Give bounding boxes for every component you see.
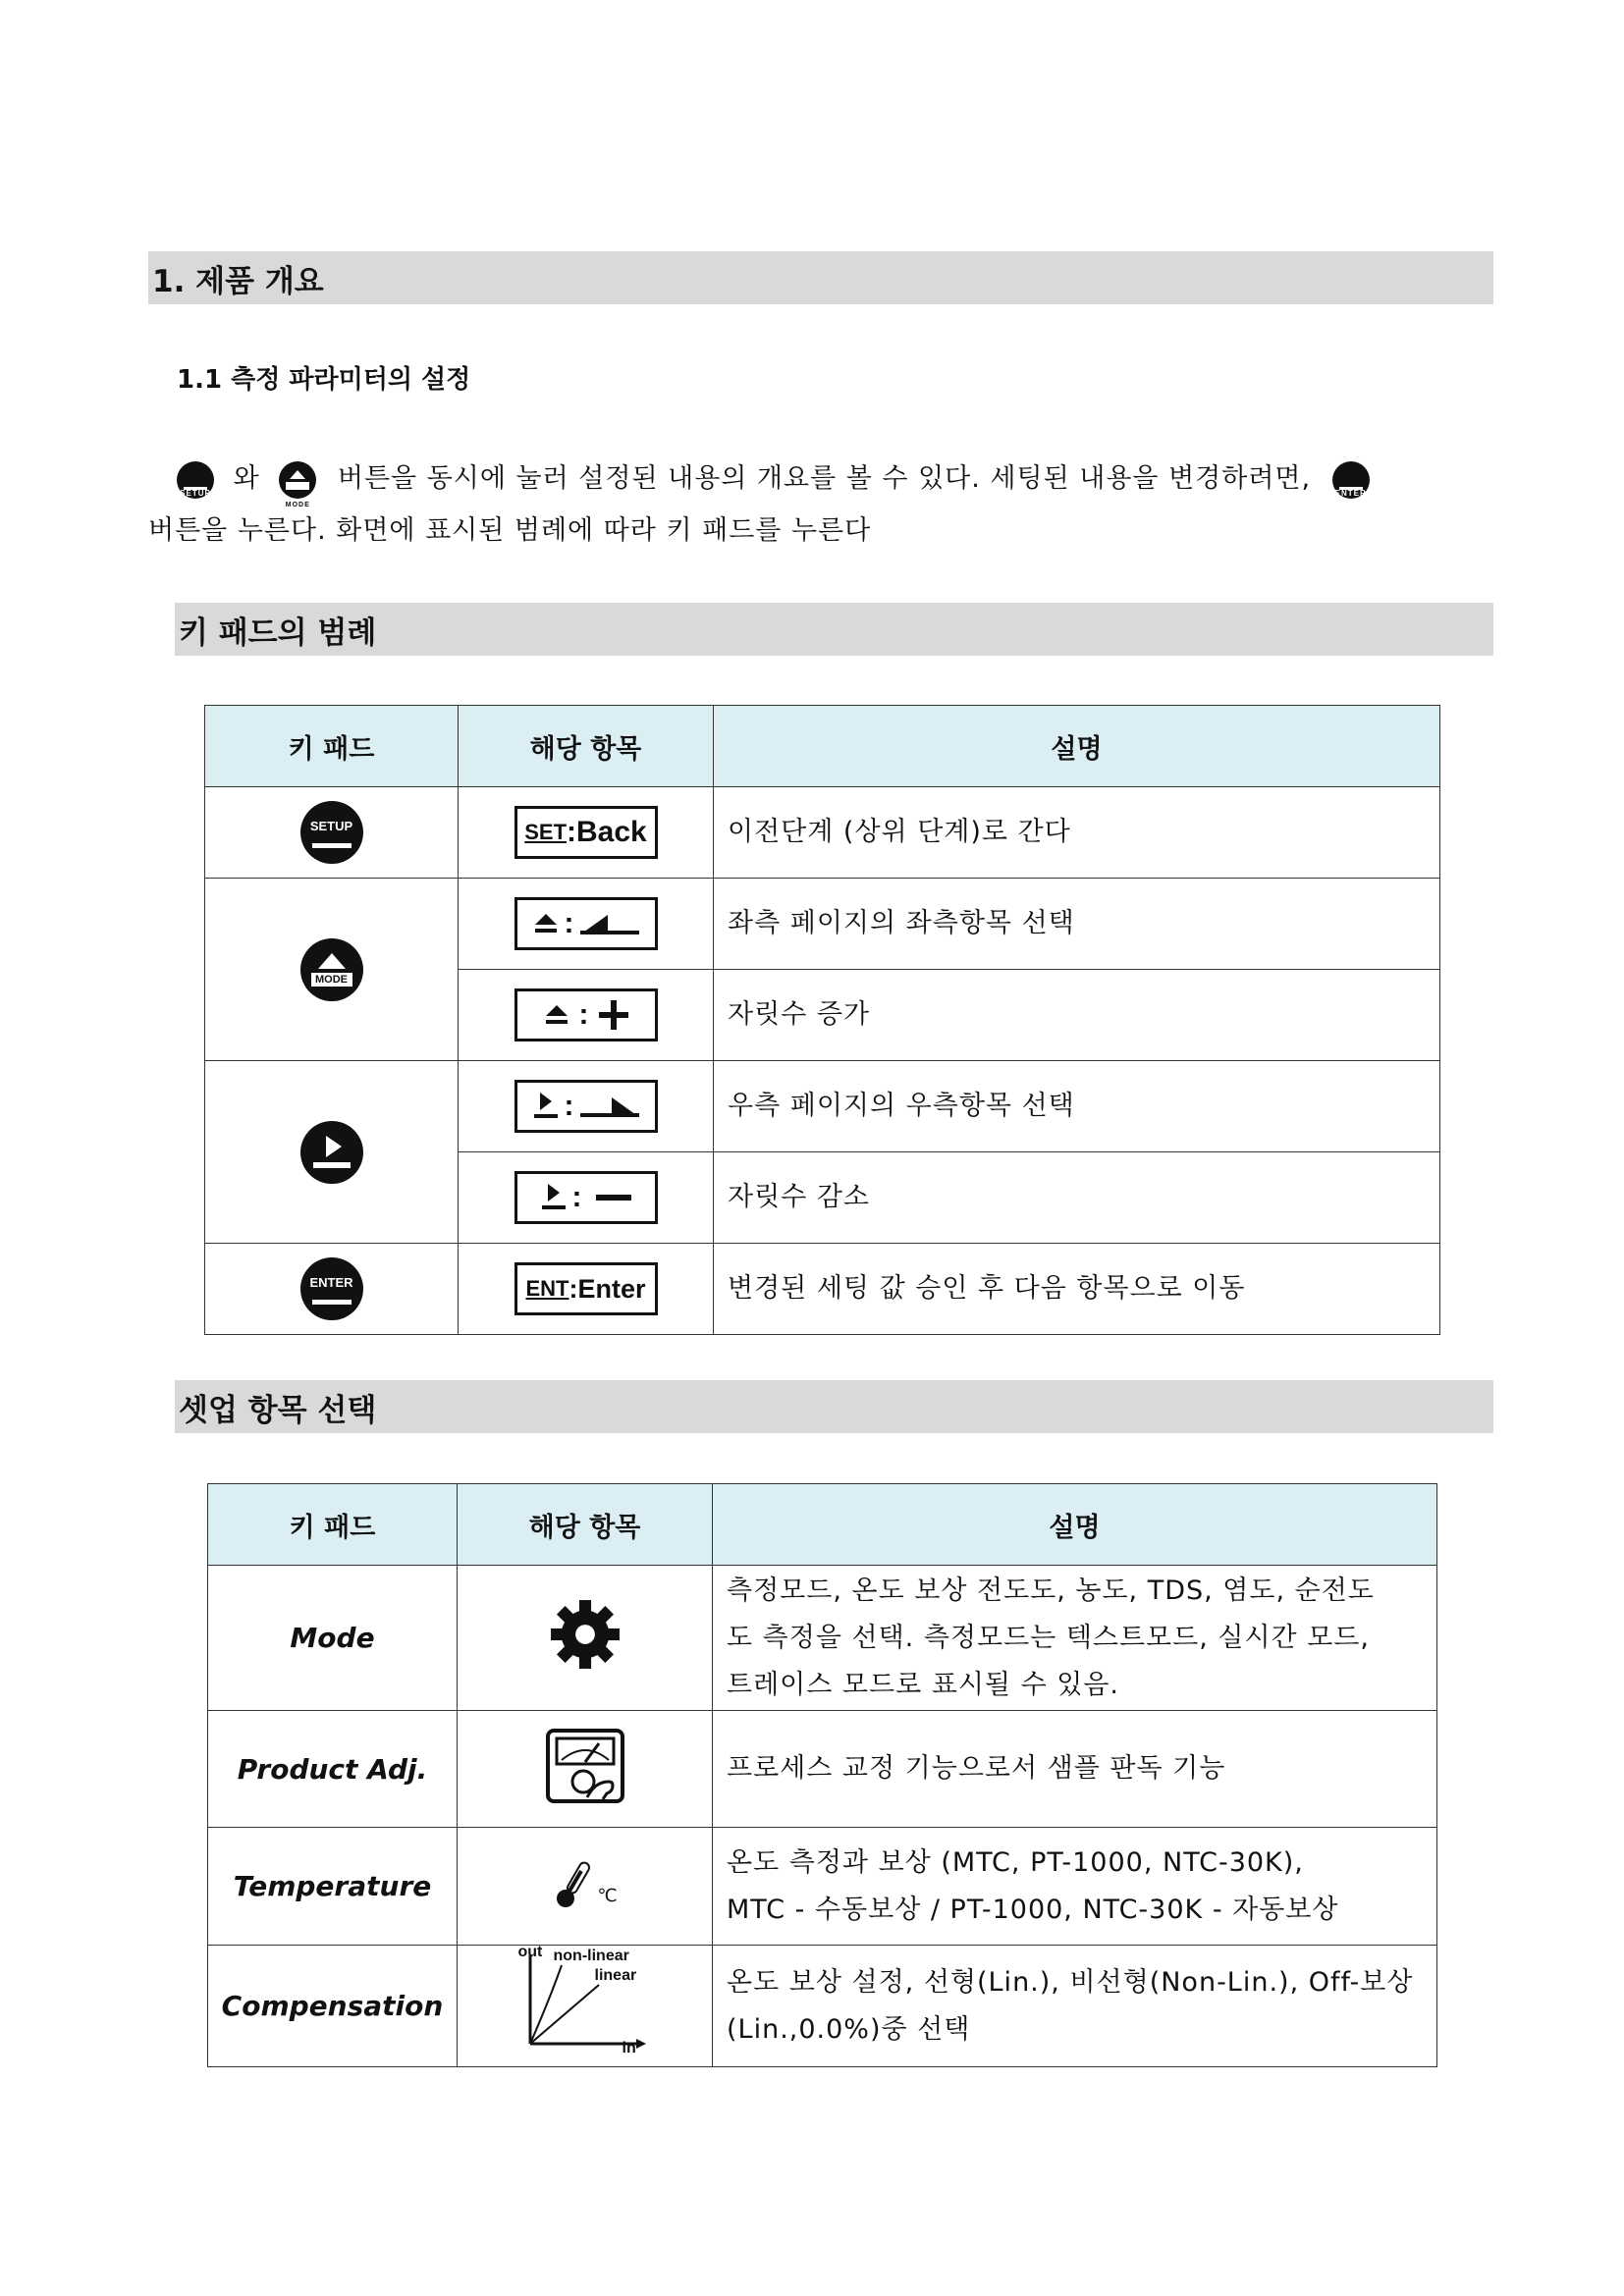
ent-enter-key-icon	[514, 1262, 658, 1315]
compensation-label: Compensation	[208, 1946, 458, 2067]
mode-label: Mode	[208, 1566, 458, 1711]
header-keypad: 키 패드	[208, 1484, 458, 1566]
table-row	[205, 879, 1440, 970]
graph-nonlinear-label: non-linear	[553, 1948, 629, 1964]
table-row	[208, 1828, 1437, 1946]
set-back-key-icon	[514, 806, 658, 859]
item-cell	[459, 970, 714, 1061]
enter-button-icon: ENTER	[300, 1257, 363, 1320]
section-header	[148, 251, 1493, 304]
plus-icon	[597, 998, 630, 1032]
desc-line: 측정모드, 온도 보상 전도도, 농도, TDS, 염도, 순전도	[727, 1575, 1375, 1606]
setup-title: 셋업 항목 선택	[179, 1392, 377, 1428]
mode-button-icon: MODE	[279, 461, 316, 499]
colon-label: :	[578, 998, 589, 1031]
intro-line-1	[177, 455, 1463, 508]
item-cell	[459, 1152, 714, 1244]
desc-line: MTC - 수동보상 / PT-1000, NTC-30K - 자동보상	[727, 1894, 1339, 1925]
graph-in-label: in	[622, 2040, 636, 2056]
item-cell	[459, 787, 714, 879]
minus-icon	[594, 1183, 633, 1212]
colon-label: :	[564, 1090, 574, 1122]
setup-button-icon: SETUP	[300, 801, 363, 864]
intro-wa: 와	[233, 463, 260, 494]
item-cell	[458, 1828, 713, 1946]
header-item: 해당 항목	[459, 706, 714, 787]
keypad-cell	[205, 1244, 459, 1335]
header-description: 설명	[713, 1484, 1437, 1566]
table-row	[205, 1061, 1440, 1152]
celsius-label: ℃	[597, 1886, 618, 1906]
product-adj-label: Product Adj.	[208, 1711, 458, 1828]
set-label: SET	[524, 820, 568, 844]
setup-table	[207, 1483, 1437, 2067]
table-header-row	[208, 1484, 1437, 1566]
table-row	[205, 787, 1440, 879]
table-row	[205, 1244, 1440, 1335]
description-cell: 이전단계 (상위 단계)로 간다	[714, 787, 1440, 879]
desc-line: 온도 보상 설정, 선형(Lin.), 비선형(Non-Lin.), Off-보상	[727, 1966, 1414, 1998]
table-row	[208, 1946, 1437, 2067]
description-cell: 변경된 세팅 값 승인 후 다음 항목으로 이동	[714, 1244, 1440, 1335]
item-cell	[459, 1244, 714, 1335]
description-cell: 우측 페이지의 우측항목 선택	[714, 1061, 1440, 1152]
description-cell	[713, 1566, 1437, 1711]
temperature-label: Temperature	[208, 1828, 458, 1946]
description-cell: 좌측 페이지의 좌측항목 선택	[714, 879, 1440, 970]
mode-left-key-icon	[514, 897, 658, 950]
table-header-row	[205, 706, 1440, 787]
item-cell	[459, 879, 714, 970]
description-cell: 자릿수 증가	[714, 970, 1440, 1061]
keypad-cell	[205, 1061, 459, 1244]
gear-icon	[548, 1597, 623, 1672]
setup-button-icon: SETUP	[177, 461, 214, 499]
right-button-icon	[300, 1121, 363, 1184]
description-cell	[713, 1828, 1437, 1946]
desc-line: (Lin.,0.0%)중 선택	[727, 2013, 971, 2045]
keypad-cell	[205, 787, 459, 879]
item-cell	[459, 1061, 714, 1152]
legend-header	[175, 603, 1493, 656]
description-cell	[713, 1946, 1437, 2067]
section-title: 1. 제품 개요	[152, 263, 324, 299]
right-select-key-icon	[514, 1080, 658, 1133]
colon-label: :	[571, 1181, 582, 1213]
left-select-icon	[578, 909, 641, 938]
description-cell: 프로세스 교정 기능으로서 샘플 판독 기능	[713, 1711, 1437, 1828]
intro-text-1: 버튼을 동시에 눌러 설정된 내용의 개요를 볼 수 있다. 세팅된 내용을 변경하려면,	[337, 463, 1312, 494]
meter-hand-icon	[544, 1727, 626, 1805]
header-description: 설명	[714, 706, 1440, 787]
header-keypad: 키 패드	[205, 706, 459, 787]
mode-button-icon: MODE	[300, 938, 363, 1001]
legend-title: 키 패드의 범례	[179, 614, 377, 651]
colon-label: :	[564, 907, 574, 939]
right-minus-key-icon	[514, 1171, 658, 1224]
intro-line-2: 버튼을 누른다. 화면에 표시된 범례에 따라 키 패드를 누른다	[148, 515, 872, 546]
back-label: :Back	[567, 816, 647, 848]
desc-line: 트레이스 모드로 표시될 수 있음.	[727, 1669, 1119, 1700]
keypad-cell	[205, 879, 459, 1061]
thermometer-icon	[552, 1855, 617, 1910]
graph-out-label: out	[517, 1944, 543, 1960]
item-cell	[458, 1946, 713, 2067]
setup-header	[175, 1380, 1493, 1433]
legend-table	[204, 705, 1440, 1335]
graph-linear-label: linear	[594, 1967, 637, 1984]
description-cell: 자릿수 감소	[714, 1152, 1440, 1244]
compensation-graph-icon	[516, 1944, 654, 2056]
enter-button-icon: ENTER	[1332, 461, 1370, 499]
item-cell	[458, 1711, 713, 1828]
header-item: 해당 항목	[458, 1484, 713, 1566]
enter-label: :Enter	[568, 1273, 646, 1304]
table-row	[208, 1711, 1437, 1828]
desc-line: 온도 측정과 보상 (MTC, PT-1000, NTC-30K),	[727, 1846, 1304, 1878]
desc-line: 도 측정을 선택. 측정모드는 텍스트모드, 실시간 모드,	[727, 1622, 1370, 1653]
ent-label: ENT	[525, 1276, 569, 1301]
item-cell	[458, 1566, 713, 1711]
right-select-icon	[578, 1092, 641, 1121]
subsection-title: 1.1 측정 파라미터의 설정	[177, 365, 471, 395]
mode-plus-key-icon	[514, 988, 658, 1041]
table-row	[208, 1566, 1437, 1711]
